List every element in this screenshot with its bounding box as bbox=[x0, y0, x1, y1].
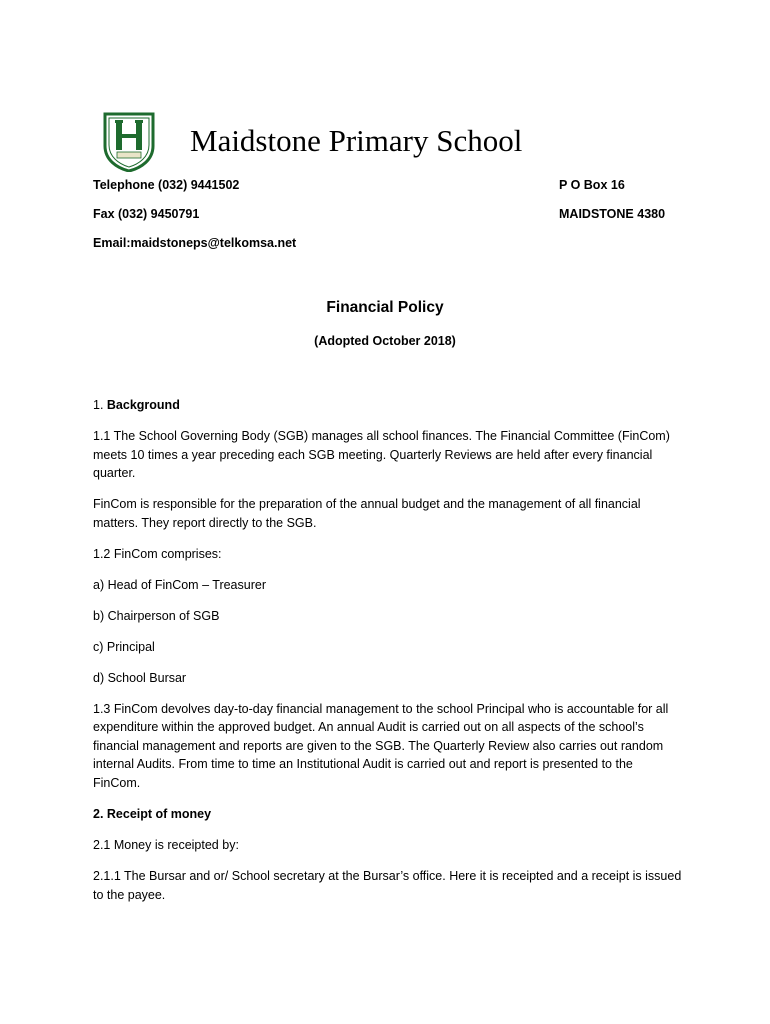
section-1-number: 1. bbox=[93, 398, 107, 412]
paragraph-1-3: 1.3 FinCom devolves day-to-day financial management to the school Principal who is accountable for all expenditure within the approved budget. An annual Audit is carried out on all aspects of the school’s financial management and reports are given to the SGB. The Quarterly Review also carries out random internal Audits. From time to time an Institutional Audit is carried out and report is presented to the FinCom. bbox=[93, 701, 669, 791]
paragraph-2-1-1: 2.1.1 The Bursar and or/ School secretary at the Bursar’s office. Here it is receipted and a receipt is issued to the payee. bbox=[93, 868, 682, 902]
list-item: c) Principal bbox=[93, 639, 155, 654]
school-crest-logo bbox=[101, 110, 157, 172]
email-line: Email:maidstoneps@telkomsa.net bbox=[93, 236, 297, 250]
town-postcode-line: MAIDSTONE 4380 bbox=[559, 207, 666, 221]
po-box-line: P O Box 16 bbox=[559, 178, 625, 192]
paragraph-1-1: 1.1 The School Governing Body (SGB) manages all school finances. The Financial Committee (FinCom) meets 10 times a year preceding each SGB meeting. Quarterly Reviews are held after every financial quarter. bbox=[93, 428, 670, 481]
policy-body bbox=[93, 396, 683, 917]
paragraph-2-1: 2.1 Money is receipted by: bbox=[93, 838, 239, 852]
paragraph-1-2: 1.2 FinCom comprises: bbox=[93, 546, 222, 561]
document-title: Financial Policy bbox=[326, 299, 444, 316]
paragraph-fincom: FinCom is responsible for the preparation of the annual budget and the management of all financial matters. They report directly to the SGB. bbox=[93, 497, 641, 530]
school-name: Maidstone Primary School bbox=[190, 123, 523, 158]
fax-line: Fax (032) 9450791 bbox=[93, 207, 200, 221]
section-1-title: Background bbox=[106, 398, 180, 412]
telephone-line: Telephone (032) 9441502 bbox=[93, 178, 240, 192]
list-item: b) Chairperson of SGB bbox=[93, 608, 220, 623]
document-subtitle: (Adopted October 2018) bbox=[314, 334, 456, 348]
list-item: d) School Bursar bbox=[93, 670, 187, 685]
section-2-heading: 2. Receipt of money bbox=[93, 807, 212, 822]
section-1-heading bbox=[93, 396, 683, 415]
list-item: a) Head of FinCom – Treasurer bbox=[93, 577, 266, 592]
